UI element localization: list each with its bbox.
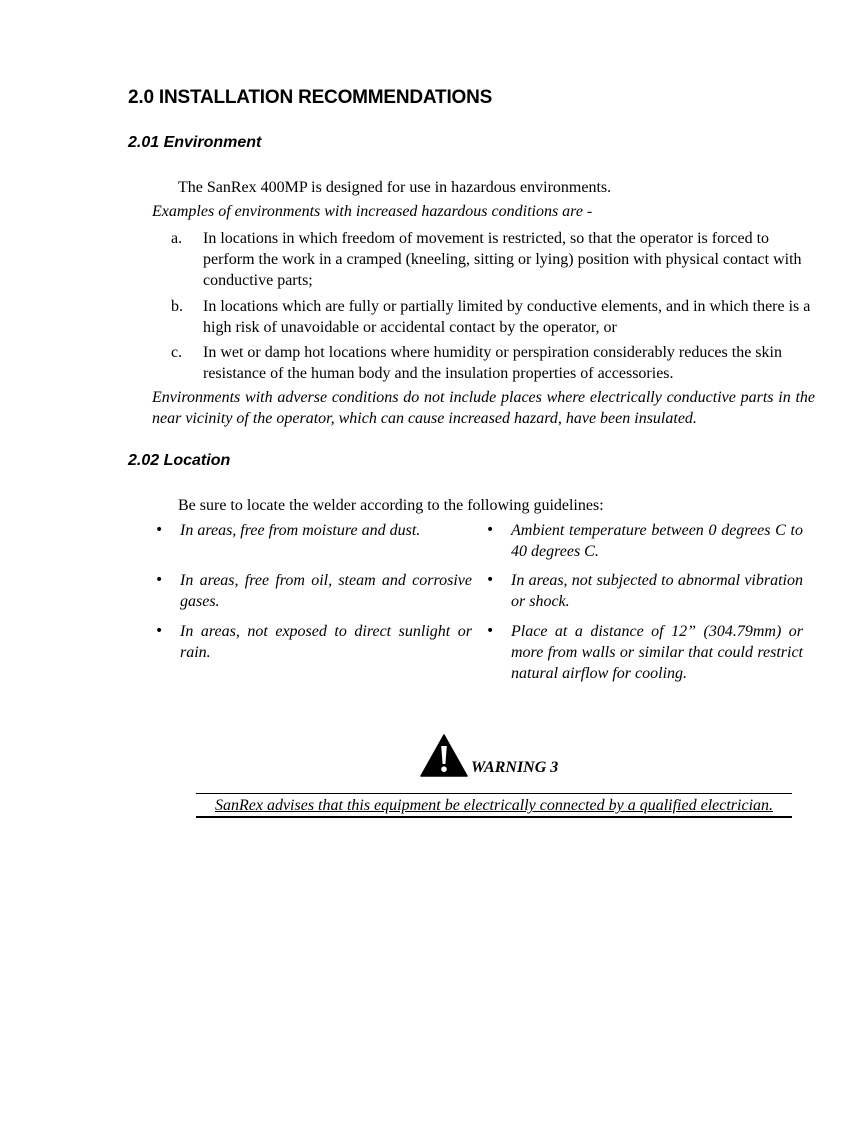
bullet-dot: • — [155, 572, 164, 588]
bullet-text: In areas, not exposed to direct sunlight or rain. — [180, 623, 472, 661]
warning-top-rule — [196, 793, 792, 794]
list-marker: c. — [171, 344, 183, 361]
bullet-dot: • — [155, 623, 164, 639]
location-bullet — [155, 570, 472, 612]
location-bullet — [486, 570, 803, 612]
environment-heading: 2.01 Environment — [128, 134, 262, 151]
environment-item-c — [171, 342, 811, 384]
warning-text: SanRex advises that this equipment be electrically connected by a qualified electrician. — [214, 797, 774, 814]
bullet-text: Place at a distance of 12” (304.79mm) or more from walls or similar that could restrict natural airflow for cooling. — [511, 623, 803, 682]
environment-closing: Environments with adverse conditions do not include places where electrically conductive parts in the near vicinity of the operator, which can cause increased hazard, have been insulated. — [152, 389, 815, 427]
list-item-text: In locations which are fully or partially limited by conductive elements, and in which there is a high risk of unavoidable or accidental contact by the operator, or — [203, 298, 811, 336]
warning-triangle-icon — [420, 734, 468, 777]
list-marker: b. — [171, 298, 183, 315]
bullet-dot: • — [486, 623, 495, 639]
section-title: 2.0 INSTALLATION RECOMMENDATIONS — [128, 87, 493, 108]
bullet-dot: • — [486, 572, 495, 588]
bullet-dot: • — [155, 522, 164, 538]
bullet-text: Ambient temperature between 0 degrees C to 40 degrees C. — [511, 522, 803, 560]
location-heading: 2.02 Location — [128, 452, 231, 469]
location-bullet — [486, 621, 803, 684]
warning-label: WARNING 3 — [471, 759, 559, 776]
bullet-text: In areas, not subjected to abnormal vibration or shock. — [511, 572, 803, 610]
warning-header — [420, 733, 558, 777]
list-item-text: In locations in which freedom of movement is restricted, so that the operator is forced to perform the work in a cramped (kneeling, sitting or lying) position with physical contact with conductive parts; — [203, 230, 802, 289]
bullet-dot: • — [486, 522, 495, 538]
bullet-text: In areas, free from oil, steam and corrosive gases. — [180, 572, 472, 610]
environment-item-b — [171, 296, 811, 338]
bullet-text: In areas, free from moisture and dust. — [180, 522, 421, 539]
environment-examples-lead: Examples of environments with increased hazardous conditions are - — [152, 203, 593, 220]
location-intro: Be sure to locate the welder according to the following guidelines: — [178, 497, 604, 514]
location-bullet — [486, 520, 803, 562]
location-bullet — [155, 621, 472, 663]
warning-bottom-rule — [196, 816, 792, 818]
environment-item-a — [171, 228, 811, 291]
list-item-text: In wet or damp hot locations where humidity or perspiration considerably reduces the skin resistance of the human body and the insulation properties of accessories. — [203, 344, 782, 382]
environment-intro: The SanRex 400MP is designed for use in hazardous environments. — [178, 179, 612, 196]
location-bullet — [155, 520, 472, 541]
list-marker: a. — [171, 230, 183, 247]
